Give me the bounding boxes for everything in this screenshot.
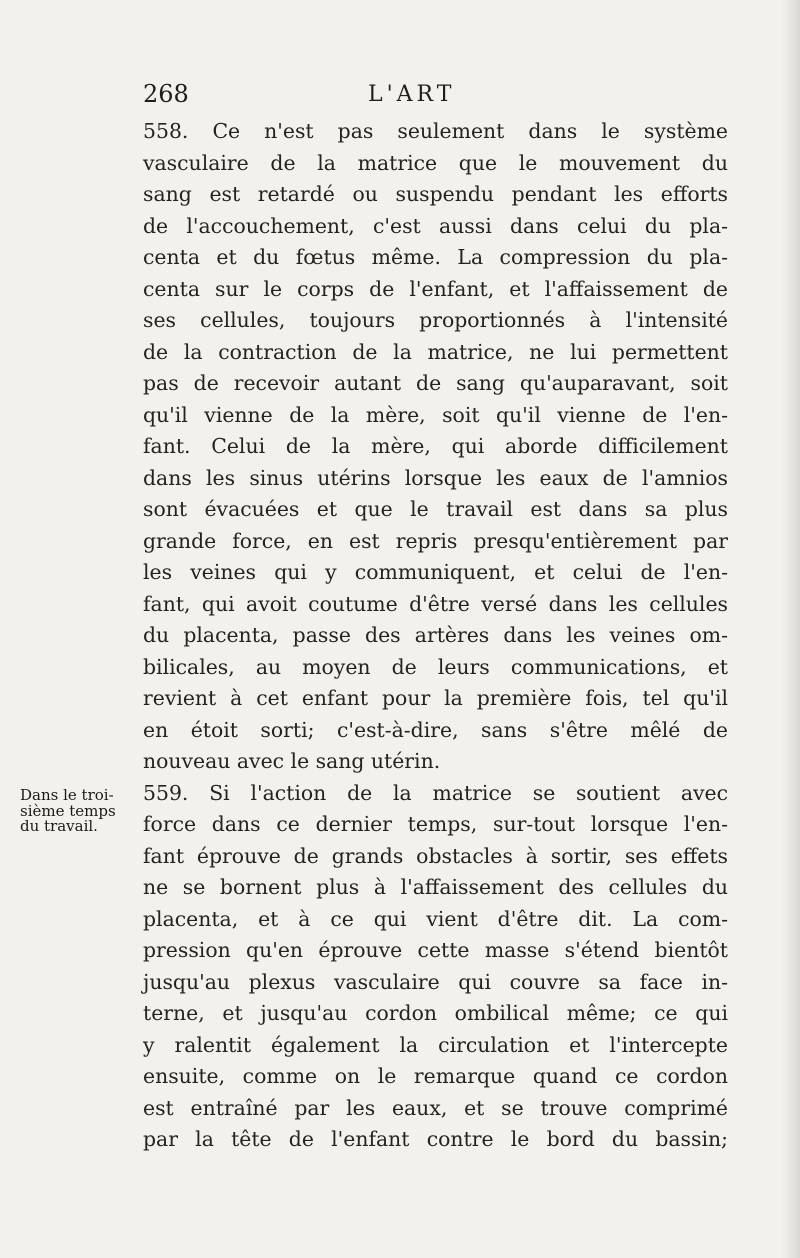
text-line: de la contraction de la matrice, ne lui permettent [143,339,728,364]
margin-note-line: Dans le troi- [20,786,114,804]
text-line: y ralentit également la circulation et l'intercepte [143,1032,728,1057]
margin-note [20,788,140,835]
text-line: grande force, en est repris presqu'entièrement par [143,528,728,553]
text-line: jusqu'au plexus vasculaire qui couvre sa face in- [143,969,728,994]
page-number: 268 [143,80,189,108]
text-line: centa et du fœtus même. La compression du pla- [143,245,728,269]
text-line: revient à cet enfant pour la première fois, tel qu'il [143,686,728,710]
running-title: L'ART [368,82,456,107]
page-header [143,80,703,120]
text-line: du placenta, passe des artères dans les veines om- [143,623,728,647]
body-text [143,116,728,1156]
text-line: vasculaire de la matrice que le mouvement du [143,150,728,175]
text-line: placenta, et à ce qui vient d'être dit. La com- [143,906,728,931]
text-line: bilicales, au moyen de leurs communications, et [143,654,728,679]
text-line: 558. Ce n'est pas seulement dans le système [143,119,728,143]
text-line: par la tête de l'enfant contre le bord du bassin; [143,1127,728,1151]
margin-note-line: du travail. [20,817,98,835]
page-edge-shadow [782,0,800,1258]
text-line: qu'il vienne de la mère, soit qu'il vienne de l'en- [143,402,728,427]
text-line: ne se bornent plus à l'affaissement des cellules du [143,875,728,899]
text-line: ensuite, comme on le remarque quand ce cordon [143,1064,728,1088]
text-line: dans les sinus utérins lorsque les eaux de l'amnios [143,465,728,490]
text-line: ses cellules, toujours proportionnés à l'intensité [143,308,728,332]
text-line: nouveau avec le sang utérin. [143,749,441,773]
text-line: fant, qui avoit coutume d'être versé dans les cellules [143,591,728,616]
text-line: sang est retardé ou suspendu pendant les efforts [143,182,728,206]
text-line: terne, et jusqu'au cordon ombilical même; ce qui [143,1001,728,1025]
text-line: force dans ce dernier temps, sur-tout lorsque l'en- [143,812,728,836]
text-line: sont évacuées et que le travail est dans sa plus [143,497,728,521]
text-line: est entraîné par les eaux, et se trouve comprimé [143,1095,728,1120]
text-line: pas de recevoir autant de sang qu'auparavant, soit [143,371,728,395]
text-line: les veines qui y communiquent, et celui de l'en- [143,560,728,584]
text-line: pression qu'en éprouve cette masse s'étend bientôt [143,938,728,962]
text-line: fant éprouve de grands obstacles à sortir, ses effets [143,843,728,868]
text-line: en étoit sorti; c'est-à-dire, sans s'être mêlé de [143,717,728,742]
text-line: 559. Si l'action de la matrice se soutient avec [143,780,728,805]
text-line: centa sur le corps de l'enfant, et l'affaissement de [143,276,728,301]
margin-note-line: sième temps [20,801,116,820]
text-line: de l'accouchement, c'est aussi dans celui du pla- [143,213,728,238]
text-line: fant. Celui de la mère, qui aborde difficilement [143,434,728,458]
